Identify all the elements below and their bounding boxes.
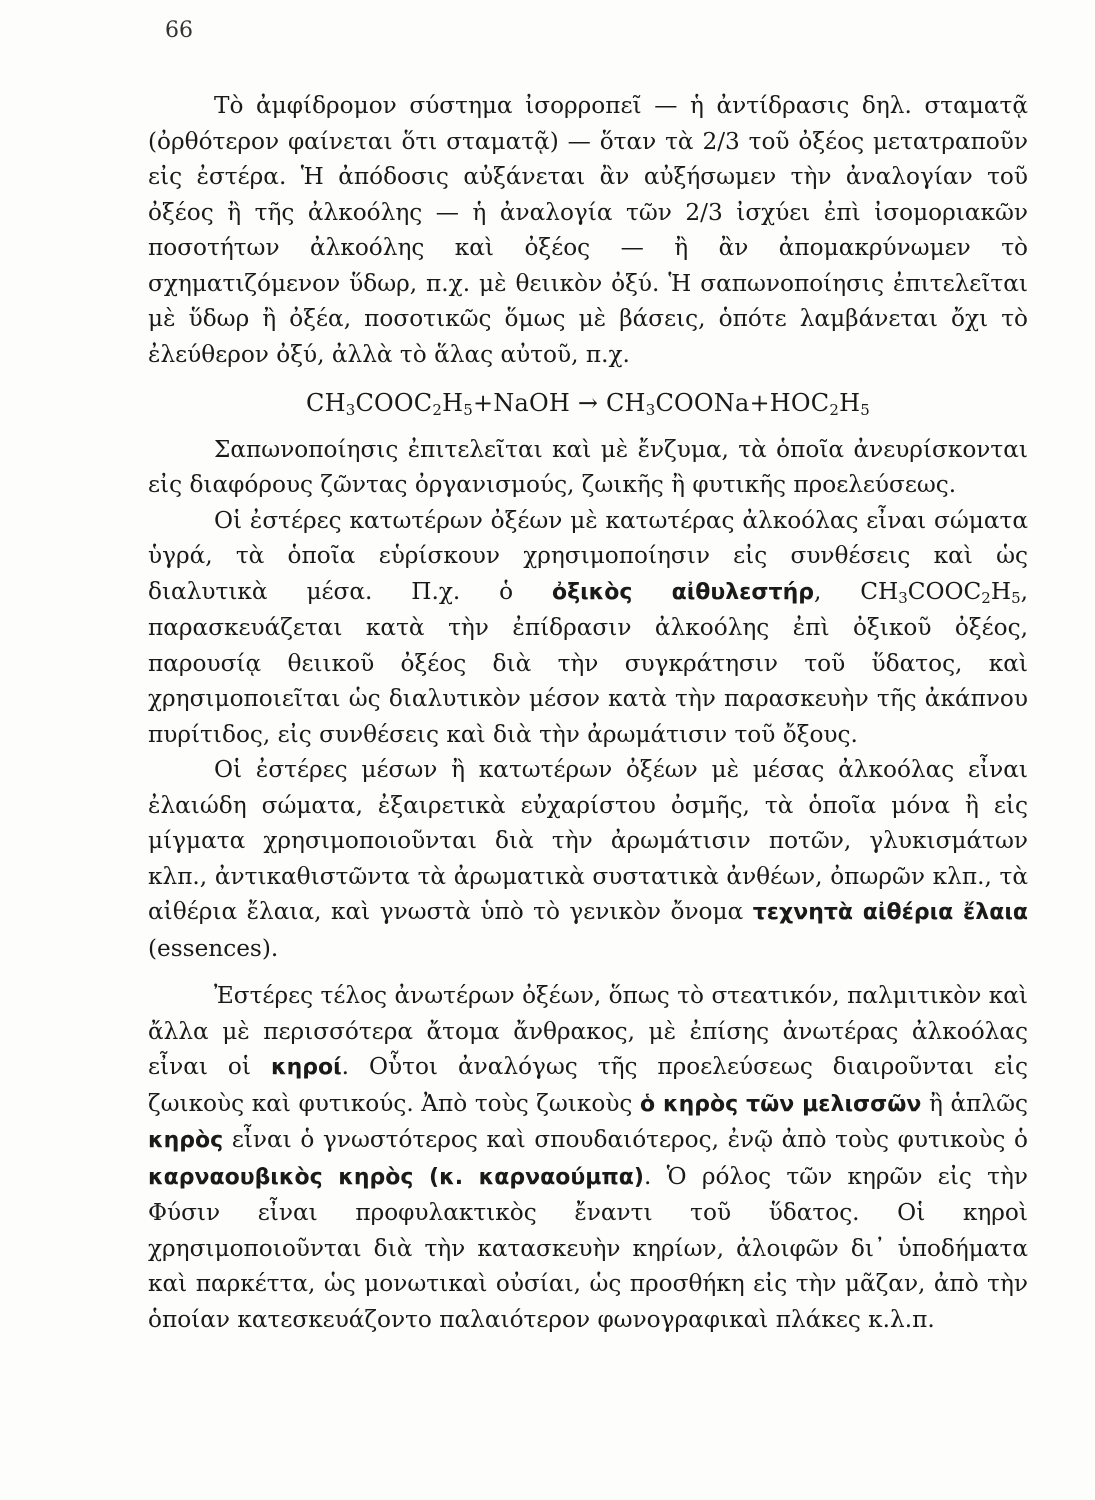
paragraph-essences: Οἱ ἐστέρες μέσων ἢ κατωτέρων ὀξέων μὲ μέσας ἀλκοόλας εἶναι ἐλαιώδη σώματα, ἐξαιρετικὰ εὐχαρίστου ὀσμῆς, τὰ ὁποῖα μόνα ἢ εἰς μίγματα χρησιμοποιοῦνται διὰ τὴν ἀρωμάτισιν ποτῶν, γλυκισμάτων κλπ., ἀντικαθιστῶντα τὰ ἀρωματικὰ συστατικὰ ἀνθέων, ὀπωρῶν κλπ., τὰ αἰθέρια ἔλαια, καὶ γνωστὰ ὑπὸ τὸ γενικὸν ὄνομα τεχνητὰ αἰθέρια ἔλαια (essences). [148, 756, 1029, 962]
term-waxes: κηροί [270, 1055, 342, 1080]
paragraph-enzymes [148, 432, 1028, 503]
paragraph-equilibrium [148, 88, 1028, 372]
term-beeswax: ὁ κηρὸς τῶν μελισσῶν [640, 1091, 922, 1117]
paragraph-lower-esters: Οἱ ἐστέρες κατωτέρων ὀξέων μὲ κατωτέρας ἀλκοόλας εἶναι σώματα ὑγρά, τὰ ὁποῖα εὑρίσκουν χρησιμοποίησιν εἰς συνθέσεις καὶ ὡς διαλυτικὰ μέσα. Π.χ. ὁ ὀξικὸς αἰθυλεστήρ, $CH_3COOC_2H_5$, παρασκευάζεται κατὰ τὴν ἐπίδρασιν ἀλκοόλης ἐπὶ ὀξικοῦ ὀξέος, παρουσίᾳ θειικοῦ ὀξέος διὰ τὴν συγκράτησιν τοῦ ὕδατος, καὶ χρησιμοποιεῖται ὡς διαλυτικὸν μέσον κατὰ τὴν παρασκευὴν τῆς ἀκάπνου πυρίτιδος, εἰς συνθέσεις καὶ διὰ τὴν ἀρωμάτισιν τοῦ ὄξους. [148, 506, 1028, 748]
saponification-equation: $CH_3COOC_2H_5+NaOH$ → $CH_3COONa+HOC_2H_5$ [306, 389, 870, 419]
page-body [148, 88, 1028, 1337]
page-number: 66 [165, 18, 193, 43]
paragraph-text: Σαπωνοποίησις ἐπιτελεῖται καὶ μὲ ἔνζυμα, τὰ ὁποῖα ἀνευρίσκονται εἰς διαφόρους ζῶντας ὀργανισμούς, ζωικῆς ἢ φυτικῆς προελεύσεως. [148, 435, 1028, 498]
term-artificial-essential-oils: τεχνητὰ αἰθέρια ἔλαια [752, 900, 1029, 925]
term-ethyl-acetate: ὀξικὸς αἰθυλεστήρ [551, 579, 815, 605]
term-carnauba-wax: καρναουβικὸς κηρὸς (κ. καρναούμπα) [148, 1164, 644, 1190]
paragraph-text: Τὸ ἀμφίδρομον σύστημα ἰσορροπεῖ — ἡ ἀντίδρασις δηλ. σταματᾷ (ὀρθότερον φαίνεται ὅτι σταματᾷ) — ὅταν τὰ 2/3 τοῦ ὀξέος μετατραποῦν εἰς ἐστέρα. Ἡ ἀπόδοσις αὐξάνεται ἂν αὐξήσωμεν τὴν ἀναλογίαν τοῦ ὀξέος ἢ τῆς ἀλκοόλης — ἡ ἀναλογία τῶν 2/3 ἰσχύει ἐπὶ ἰσομοριακῶν ποσοτήτων ἀλκοόλης καὶ ὀξέος — ἢ ἂν ἀπομακρύνωμεν τὸ σχηματιζόμενον ὕδωρ, π.χ. μὲ θειικὸν ὀξύ. Ἡ σαπωνοποίησις ἐπιτελεῖται μὲ ὕδωρ ἢ ὀξέα, ποσοτικῶς ὅμως μὲ βάσεις, ὁπότε λαμβάνεται ὄχι τὸ ἐλεύθερον ὀξύ, ἀλλὰ τὸ ἅλας αὐτοῦ, π.χ. [148, 92, 1028, 368]
term-wax: κηρὸς [148, 1128, 224, 1153]
reaction-arrow: → [570, 389, 606, 417]
ethyl-acetate-formula: $CH_3COOC_2H_5$ [860, 577, 1021, 607]
paragraph-waxes: Ἐστέρες τέλος ἀνωτέρων ὀξέων, ὅπως τὸ στεατικόν, παλμιτικὸν καὶ ἄλλα μὲ περισσότερα ἄτομα ἄνθρακος, μὲ ἐπίσης ἀνωτέρας ἀλκοόλας εἶναι οἱ κηροί. Οὗτοι ἀναλόγως τῆς προελεύσεως διαιροῦνται εἰς ζωικοὺς καὶ φυτικούς. Ἀπὸ τοὺς ζωικοὺς ὁ κηρὸς τῶν μελισσῶν ἢ ἁπλῶς κηρὸς εἶναι ὁ γνωστότερος καὶ σπουδαιότερος, ἐνῷ ἀπὸ τοὺς φυτικοὺς ὁ καρναουβικὸς κηρὸς (κ. καρναούμπα). Ὁ ρόλος τῶν κηρῶν εἰς τὴν Φύσιν εἶναι προφυλακτικὸς ἔναντι τοῦ ὕδατος. Οἱ κηροὶ χρησιμοποιοῦνται διὰ τὴν κατασκευὴν κηρίων, ἀλοιφῶν δι᾽ ὑποδήματα καὶ παρκέττα, ὡς μονωτικαὶ οὐσίαι, ὡς προσθήκη εἰς τὴν μᾶζαν, ἀπὸ τὴν ὁποίαν κατεσκευάζοντο παλαιότερον φωνογραφικαὶ πλάκες κ.λ.π. [148, 982, 1028, 1333]
